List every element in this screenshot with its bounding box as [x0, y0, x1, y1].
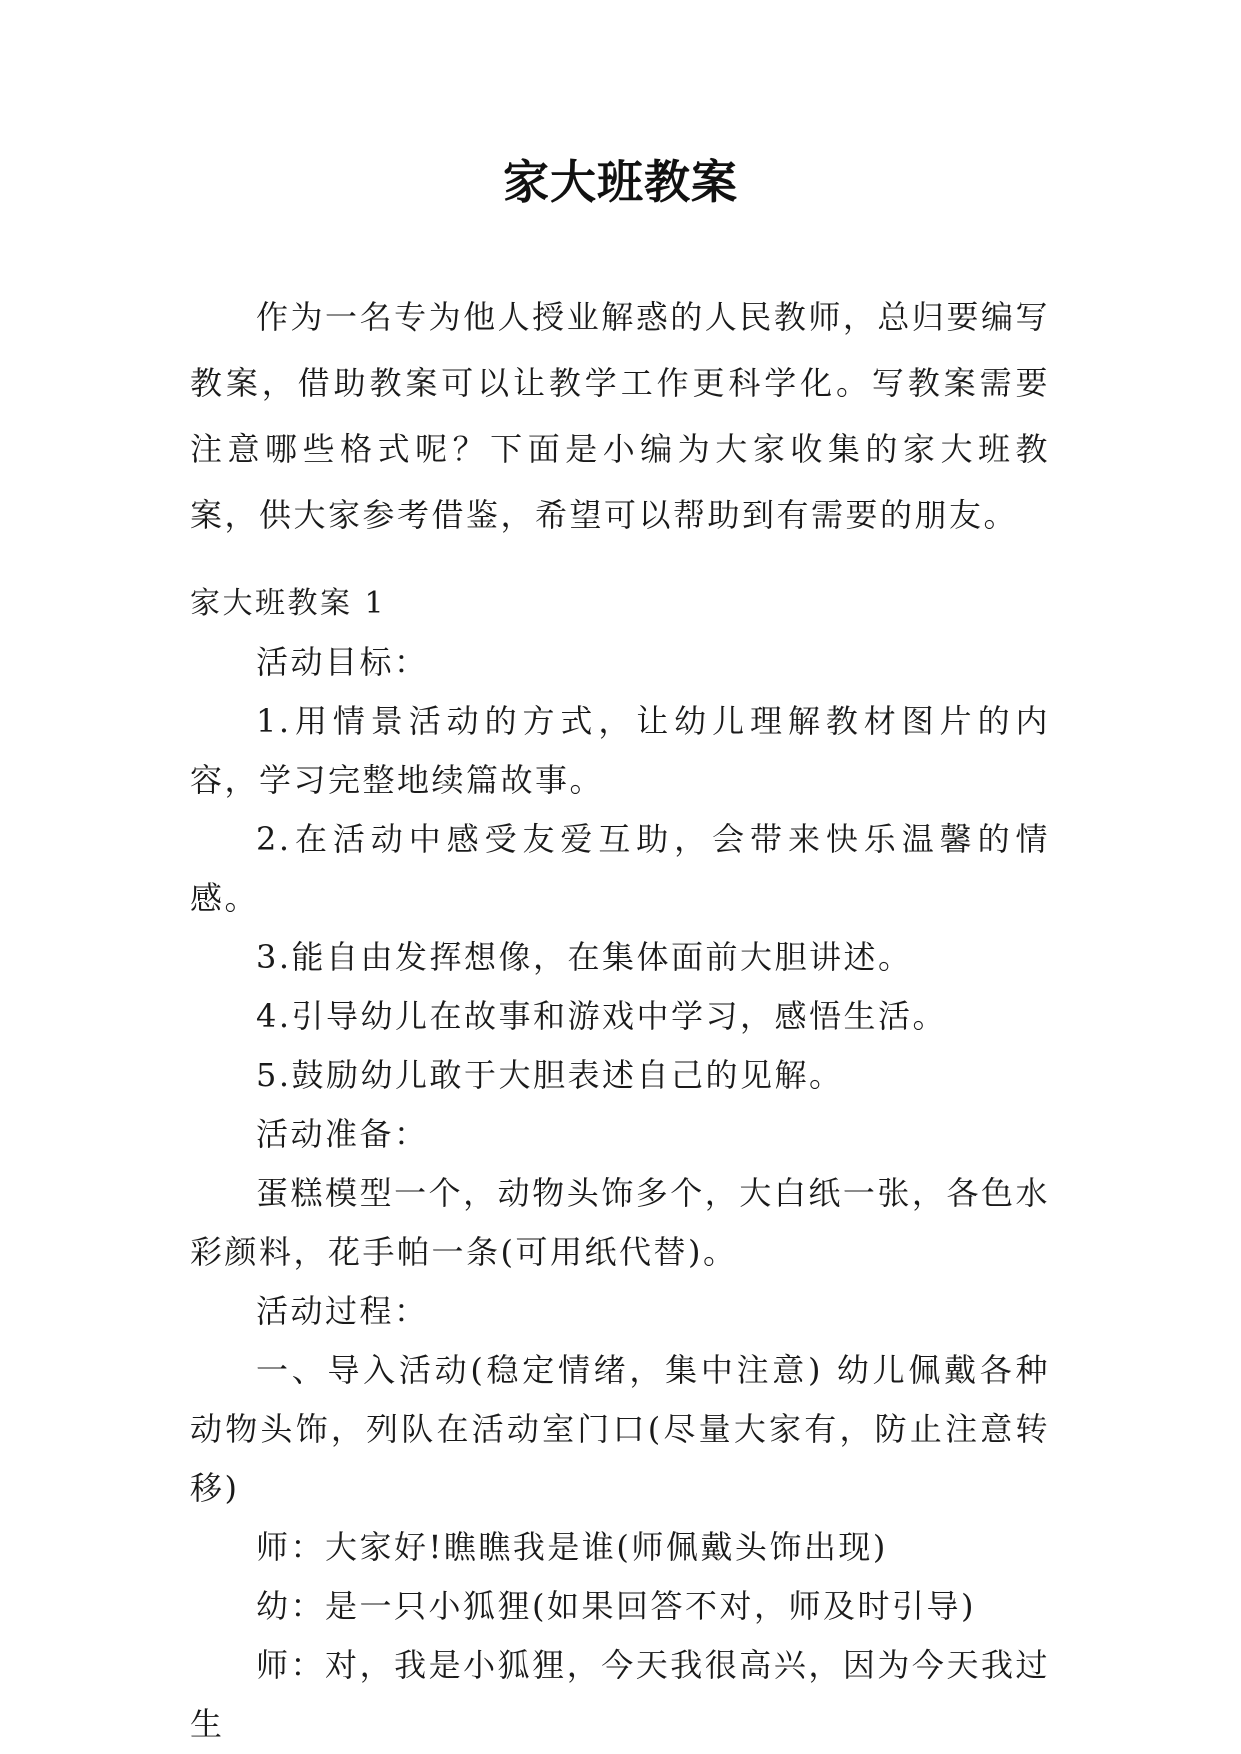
process-step-1: 一、导入活动(稳定情绪，集中注意) 幼儿佩戴各种动物头饰，列队在活动室门口(尽量大家有，防止注意转移) — [190, 1351, 1050, 1507]
preparation-text: 蛋糕模型一个，动物头饰多个，大白纸一张，各色水彩颜料，花手帕一条(可用纸代替)。 — [190, 1174, 1050, 1271]
goal-item-1: 1.用情景活动的方式，让幼儿理解教材图片的内容，学习完整地续篇故事。 — [190, 702, 1050, 799]
document-title: 家大班教案 — [503, 155, 738, 209]
dialogue-line: 师：大家好!瞧瞧我是谁(师佩戴头饰出现) — [256, 1528, 888, 1566]
goal-item-5: 5.鼓励幼儿敢于大胆表述自己的见解。 — [256, 1056, 844, 1094]
goal-item-2: 2.在活动中感受友爱互助，会带来快乐温馨的情感。 — [190, 820, 1050, 917]
lesson-plan-body — [190, 574, 1050, 1754]
heading-activity-preparation: 活动准备： — [256, 1115, 429, 1153]
dialogue-line: 幼：是一只小狐狸(如果回答不对，师及时引导) — [256, 1587, 976, 1625]
dialogue-line: 师：对，我是小狐狸，今天我很高兴，因为今天我过生 — [190, 1646, 1050, 1743]
section-title: 家大班教案 1 — [190, 586, 387, 621]
intro-paragraph: 作为一名专为他人授业解惑的人民教师，总归要编写教案，借助教案可以让教学工作更科学化。写教案需要注意哪些格式呢？下面是小编为大家收集的家大班教案，供大家参考借鉴，希望可以帮助到有需要的朋友。 — [190, 298, 1050, 534]
goal-item-3: 3.能自由发挥想像，在集体面前大胆讲述。 — [256, 938, 913, 976]
heading-activity-goals: 活动目标： — [256, 643, 429, 681]
goal-item-4: 4.引导幼儿在故事和游戏中学习，感悟生活。 — [256, 997, 948, 1035]
heading-activity-process: 活动过程： — [256, 1292, 429, 1330]
